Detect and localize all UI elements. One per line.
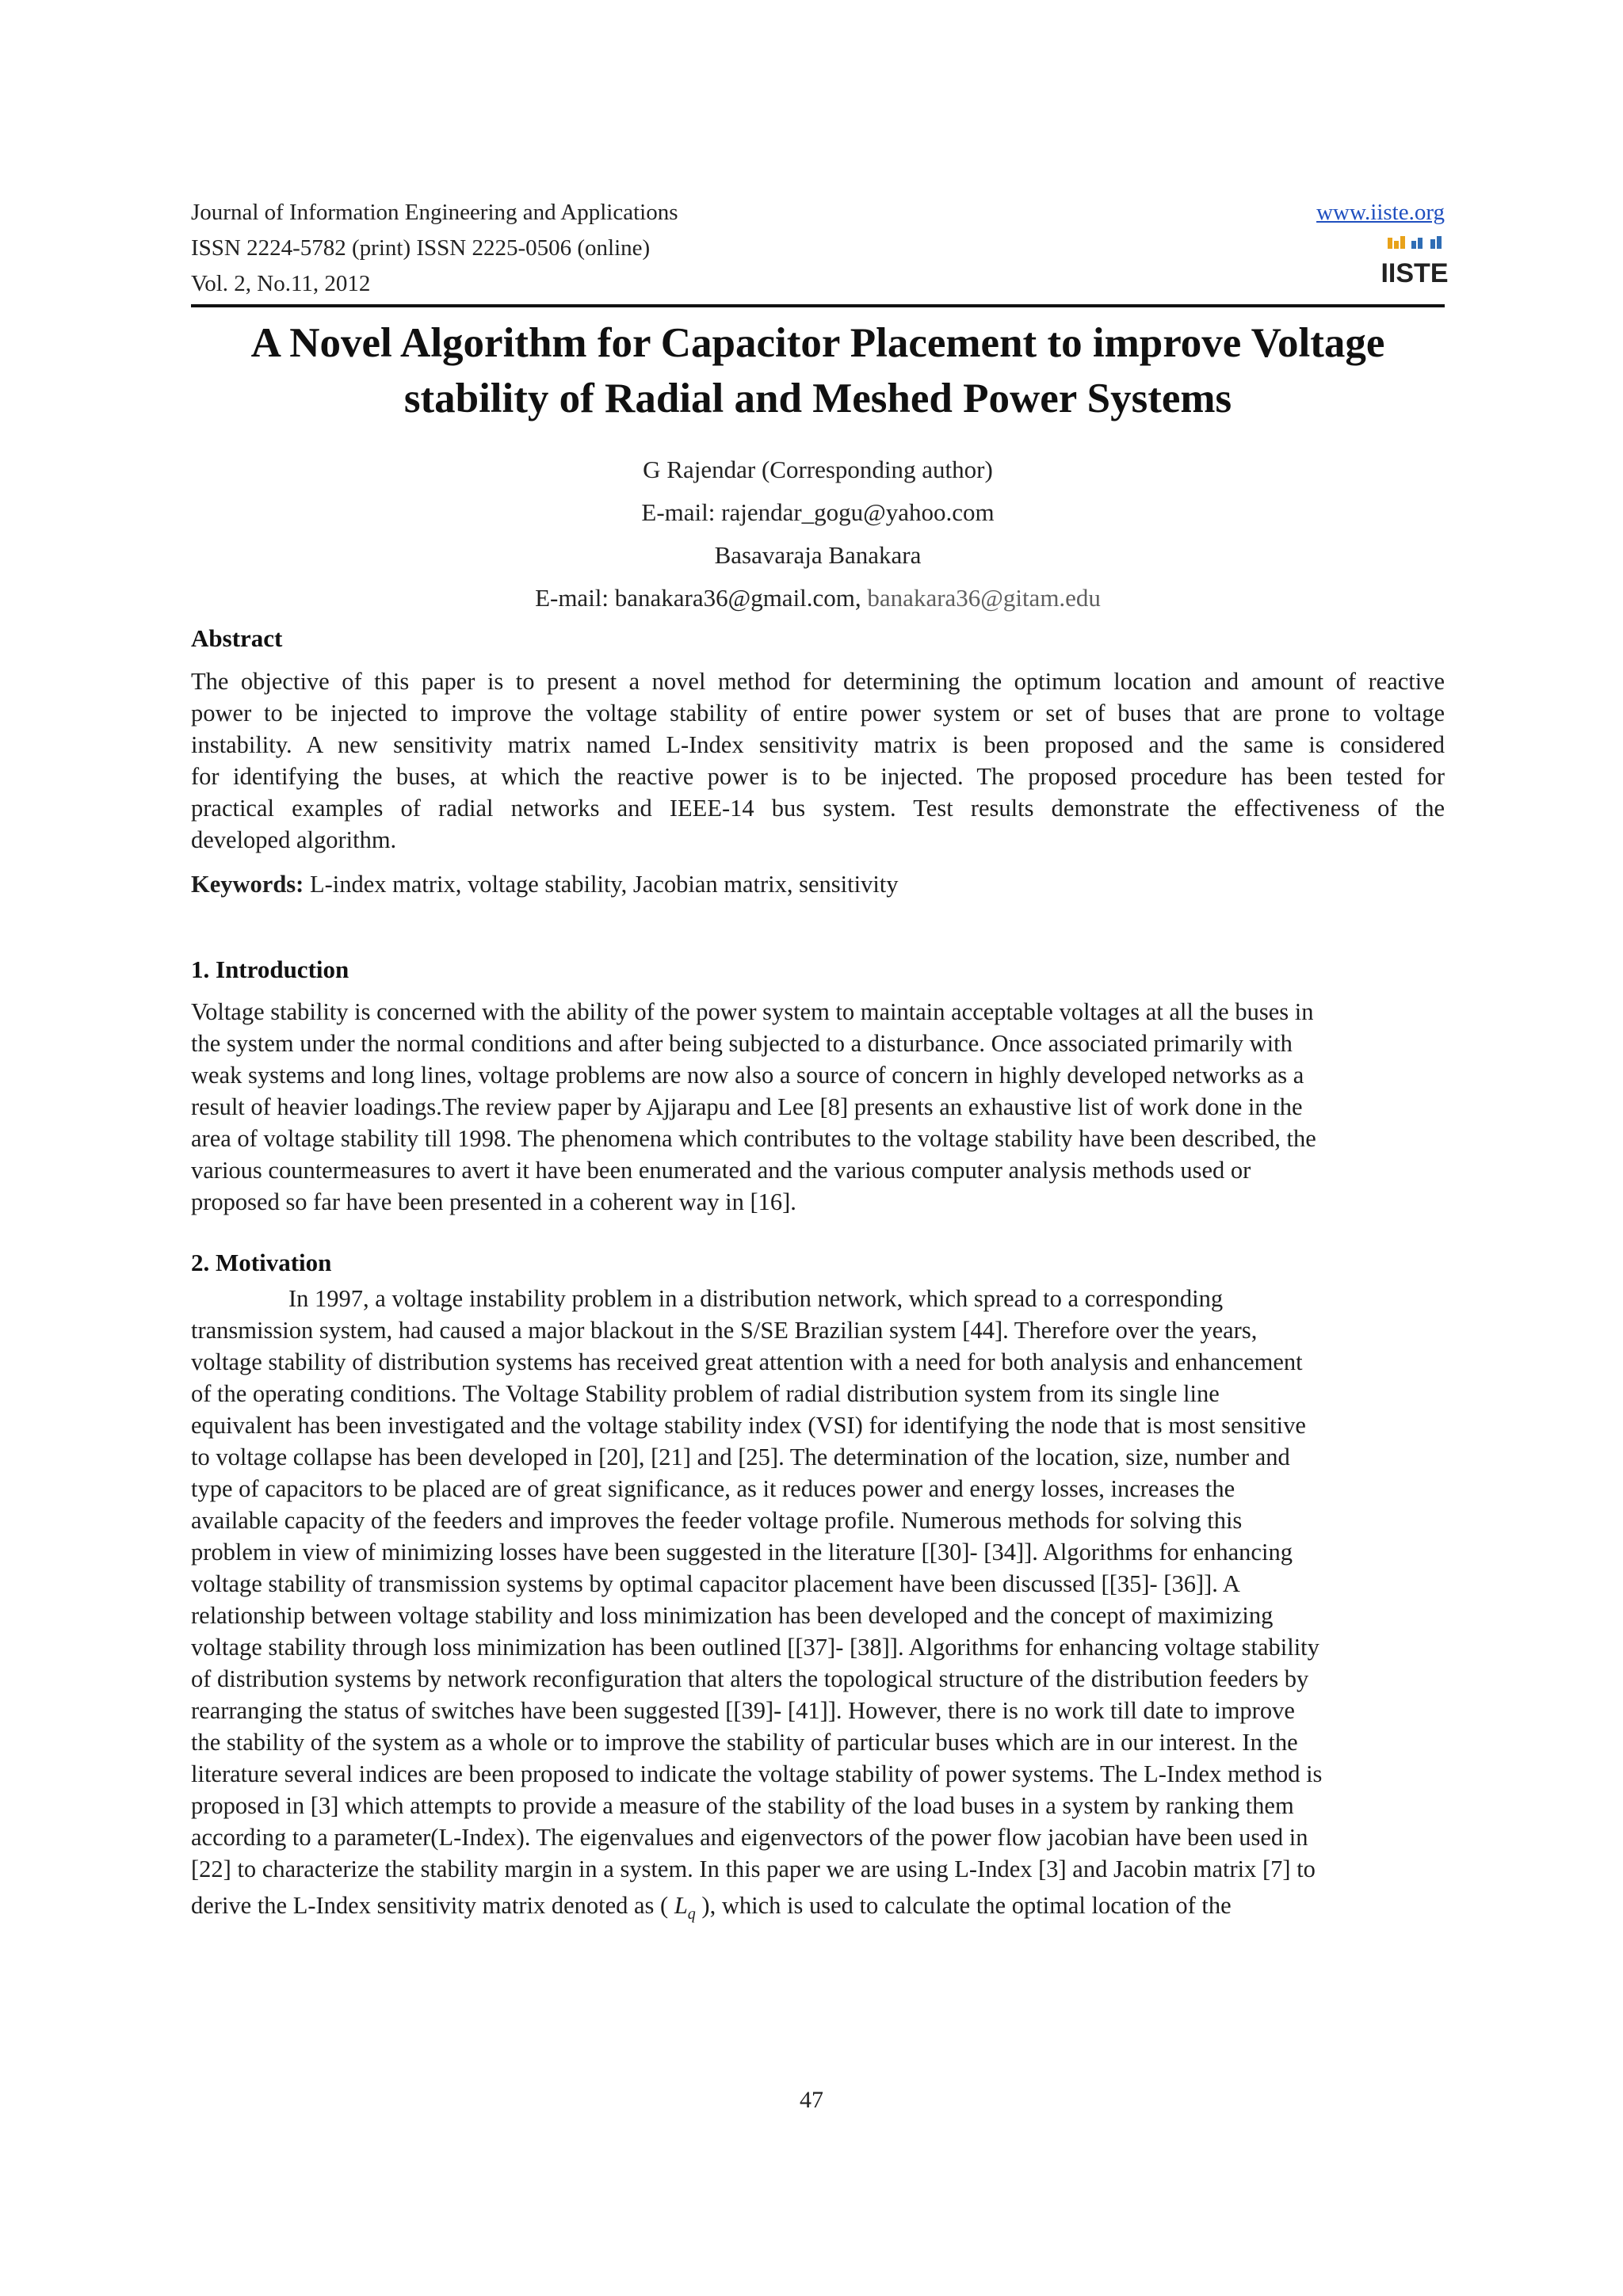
keywords-text: L-index matrix, voltage stability, Jacobian matrix, sensitivity — [309, 871, 899, 898]
motivation-line: transmission system, had caused a major blackout in the S/SE Brazilian system [44]. Therefore over the years, — [191, 1317, 1258, 1344]
journal-issn: ISSN 2224-5782 (print) ISSN 2225-0506 (online) — [191, 235, 651, 261]
introduction-body — [191, 996, 1445, 1218]
abstract-line: for identifying the buses, at which the reactive power is to be injected. The proposed procedure has been tested for — [191, 763, 1445, 790]
abstract-line: practical examples of radial networks and IEEE-14 bus system. Test results demonstrate the effectiveness of the — [191, 795, 1445, 822]
title-line-1: A Novel Algorithm for Capacitor Placement to improve Voltage — [250, 320, 1385, 366]
motivation-line: equivalent has been investigated and the voltage stability index (VSI) for identifying the node that is most sensitive — [191, 1412, 1306, 1439]
motivation-last-line — [191, 1890, 1445, 1930]
author-2-email-primary: E-mail: banakara36@gmail.com, — [535, 584, 861, 612]
motivation-line: proposed in [3] which attempts to provide a measure of the stability of the load buses in a system by ranking them — [191, 1792, 1294, 1819]
motivation-line: [22] to characterize the stability margin in a system. In this paper we are using L-Index [3] and Jacobin matrix [7] to — [191, 1855, 1316, 1882]
motivation-line: type of capacitors to be placed are of great significance, as it reduces power and energy losses, increases the — [191, 1475, 1235, 1502]
abstract-heading: Abstract — [191, 624, 283, 652]
motivation-line: of distribution systems by network reconfiguration that alters the topological structure of the distribution feeders by — [191, 1665, 1309, 1692]
author-2-email — [191, 577, 1445, 620]
motivation-line: In 1997, a voltage instability problem in a distribution network, which spread to a corresponding — [288, 1285, 1224, 1312]
author-block — [191, 448, 1445, 620]
motivation-line: available capacity of the feeders and improves the feeder voltage profile. Numerous methods for solving this — [191, 1507, 1243, 1534]
abstract-line: The objective of this paper is to present a novel method for determining the optimum location and amount of reactive — [191, 668, 1445, 695]
page-number: 47 — [800, 2087, 823, 2113]
author-1: G Rajendar (Corresponding author) — [643, 456, 993, 483]
lq-letter: L — [674, 1892, 688, 1919]
introduction-heading: 1. Introduction — [191, 955, 349, 983]
journal-header — [191, 195, 1449, 296]
header-rule — [191, 304, 1445, 307]
motivation-line: problem in view of minimizing losses have been suggested in the literature [[30]- [34]]. Algorithms for enhancing — [191, 1539, 1293, 1566]
last-line-after: ), which is used to calculate the optimal location of the — [695, 1892, 1232, 1919]
journal-name: Journal of Information Engineering and Applications — [191, 200, 678, 225]
motivation-line: literature several indices are been proposed to indicate the voltage stability of power systems. The L-Index method is — [191, 1760, 1323, 1787]
motivation-line: voltage stability through loss minimization has been outlined [[37]- [38]]. Algorithms for enhancing voltage stability — [191, 1634, 1319, 1661]
iiste-logo — [1381, 235, 1449, 288]
intro-line: area of voltage stability till 1998. The phenomena which contributes to the voltage stability have been described, the — [191, 1125, 1316, 1152]
author-1-email: E-mail: rajendar_gogu@yahoo.com — [641, 498, 995, 526]
intro-line: the system under the normal conditions and after being subjected to a disturbance. Once associated primarily with — [191, 1030, 1293, 1057]
paper-title — [191, 315, 1445, 426]
motivation-line: the stability of the system as a whole or to improve the stability of particular buses which are in our interest. In the — [191, 1729, 1298, 1756]
journal-volume: Vol. 2, No.11, 2012 — [191, 271, 371, 296]
abstract-line: power to be injected to improve the voltage stability of entire power system or set of buses that are prone to voltage — [191, 700, 1445, 727]
motivation-line: rearranging the status of switches have been suggested [[39]- [41]]. However, there is no work till date to improve — [191, 1697, 1295, 1724]
abstract-line: developed algorithm. — [191, 826, 397, 853]
motivation-line: voltage stability of transmission systems by optimal capacitor placement have been discussed [[35]- [36]]. A — [191, 1570, 1240, 1597]
journal-website-link[interactable]: www.iiste.org — [1316, 200, 1445, 225]
intro-line: proposed so far have been presented in a coherent way in [16]. — [191, 1188, 796, 1215]
keywords-label: Keywords: — [191, 871, 304, 898]
motivation-line: of the operating conditions. The Voltage Stability problem of radial distribution system from its single line — [191, 1380, 1220, 1407]
motivation-line: voltage stability of distribution systems has received great attention with a need for both analysis and enhancement — [191, 1348, 1303, 1375]
motivation-line: to voltage collapse has been developed in [20], [21] and [25]. The determination of the location, size, number and — [191, 1444, 1290, 1470]
svg-text:IISTE: IISTE — [1381, 258, 1449, 288]
motivation-line: according to a parameter(L-Index). The eigenvalues and eigenvectors of the power flow jacobian have been used in — [191, 1824, 1308, 1851]
journal-info — [191, 195, 678, 302]
motivation-line: relationship between voltage stability and loss minimization has been developed and the concept of maximizing — [191, 1602, 1274, 1629]
abstract-body — [191, 666, 1445, 856]
lq-subscript: q — [687, 1905, 696, 1924]
author-2: Basavaraja Banakara — [714, 541, 922, 569]
lq-symbol — [674, 1892, 696, 1924]
intro-line: various countermeasures to avert it have been enumerated and the various computer analysis methods used or — [191, 1157, 1251, 1184]
keywords — [191, 868, 1445, 900]
intro-line: Voltage stability is concerned with the ability of the power system to maintain acceptable voltages at all the buses in — [191, 998, 1314, 1025]
last-line-before: derive the L-Index sensitivity matrix denoted as ( — [191, 1892, 674, 1919]
abstract-line: instability. A new sensitivity matrix named L-Index sensitivity matrix is been proposed and the same is considered — [191, 731, 1445, 758]
intro-line: weak systems and long lines, voltage problems are now also a source of concern in highly developed networks as a — [191, 1062, 1304, 1089]
motivation-body — [191, 1283, 1445, 1930]
title-line-2: stability of Radial and Meshed Power Systems — [403, 376, 1232, 421]
intro-line: result of heavier loadings.The review paper by Ajjarapu and Lee [8] presents an exhaustive list of work done in the — [191, 1093, 1303, 1120]
author-2-email-alt: banakara36@gitam.edu — [867, 584, 1101, 612]
motivation-heading: 2. Motivation — [191, 1249, 332, 1276]
keywords-line — [191, 868, 1445, 900]
